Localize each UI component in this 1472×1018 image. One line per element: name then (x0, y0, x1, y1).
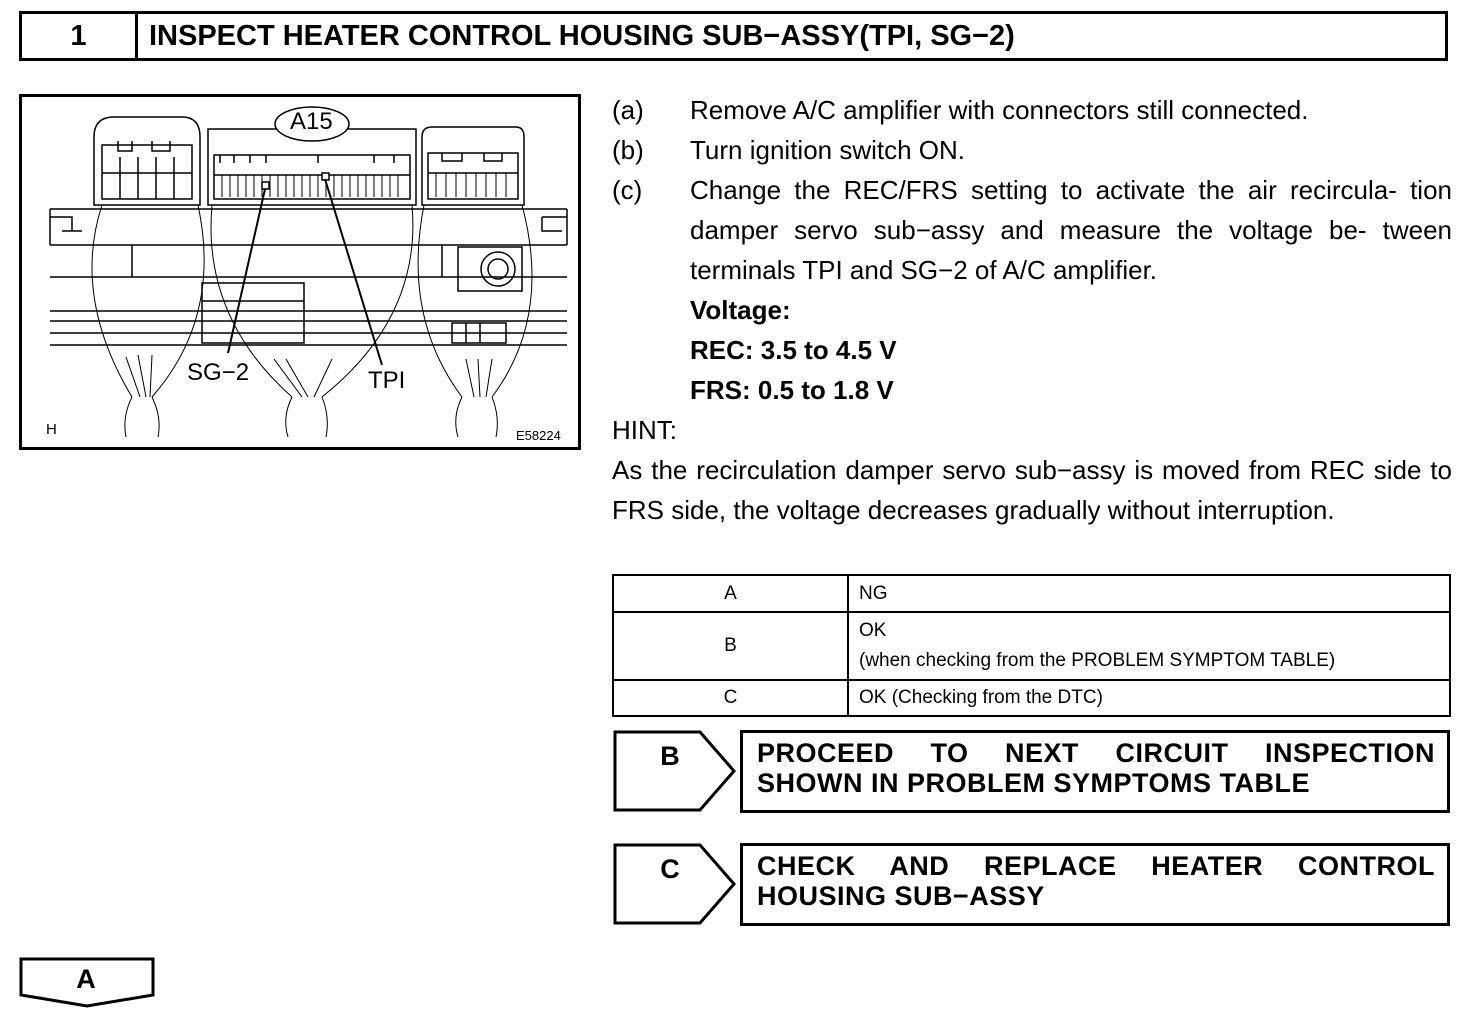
action-line: SHOWN IN PROBLEM SYMPTOMS TABLE (757, 768, 1311, 798)
spec-title: Voltage: (690, 295, 791, 325)
result-text: NG (848, 575, 1450, 612)
action-box-b (740, 730, 1450, 813)
table-row (613, 612, 1450, 680)
spec-rec: REC: 3.5 to 4.5 V (690, 335, 897, 365)
branch-b-marker (612, 729, 738, 813)
result-table (612, 574, 1451, 717)
branch-a-marker (19, 957, 157, 1009)
terminal-label-sg2: SG−2 (187, 359, 250, 386)
result-line: (when checking from the PROBLEM SYMPTOM TABLE) (859, 650, 1336, 671)
connector-illustration (19, 94, 581, 450)
step-letter: (c) (612, 175, 643, 205)
figure-id: E58224 (516, 428, 561, 443)
result-text: OK (Checking from the DTC) (848, 680, 1450, 716)
step-letter: (a) (612, 95, 644, 125)
terminal-label-tpi: TPI (368, 367, 406, 394)
spec-frs: FRS: 0.5 to 1.8 V (690, 375, 894, 405)
branch-c-label: C (660, 854, 680, 884)
step-item (612, 130, 1452, 170)
section-header (19, 11, 1448, 61)
result-line: OK (859, 620, 887, 641)
result-key: C (613, 680, 848, 716)
branch-c-marker (612, 842, 738, 926)
section-title: INSPECT HEATER CONTROL HOUSING SUB−ASSY(TPI, SG−2) (149, 19, 1015, 52)
figure-corner-code: H (46, 421, 57, 438)
step-item (612, 170, 1452, 290)
action-line: CHECK AND REPLACE HEATER CONTROL (757, 851, 1435, 881)
step-text: Remove A/C amplifier with connectors still connected. (690, 95, 1309, 125)
branch-a-label: A (76, 964, 96, 994)
table-row (613, 575, 1450, 612)
branch-b-label: B (660, 741, 680, 771)
connector-drawing (22, 97, 578, 447)
result-key: A (613, 575, 848, 612)
hint-text: As the recirculation damper servo sub−assy is moved from REC side to FRS side, the voltage decreases gradually without interruption. (612, 455, 1452, 525)
hint-label: HINT: (612, 415, 677, 445)
action-box-c (740, 843, 1450, 926)
step-text: Change the REC/FRS setting to activate the air recircula- tion damper servo sub−assy and measure the voltage be- tween terminals TPI and SG−2 of A/C amplifier. (690, 175, 1452, 285)
step-number: 1 (22, 14, 138, 58)
step-item (612, 90, 1452, 130)
action-line: PROCEED TO NEXT CIRCUIT INSPECTION (757, 738, 1435, 768)
result-key: B (613, 612, 848, 680)
result-text (848, 612, 1450, 680)
connector-label-a15: A15 (290, 108, 333, 135)
step-letter: (b) (612, 135, 644, 165)
step-text: Turn ignition switch ON. (690, 135, 966, 165)
action-line: HOUSING SUB−ASSY (757, 881, 1045, 911)
table-row (613, 680, 1450, 716)
procedure-steps (612, 90, 1452, 530)
